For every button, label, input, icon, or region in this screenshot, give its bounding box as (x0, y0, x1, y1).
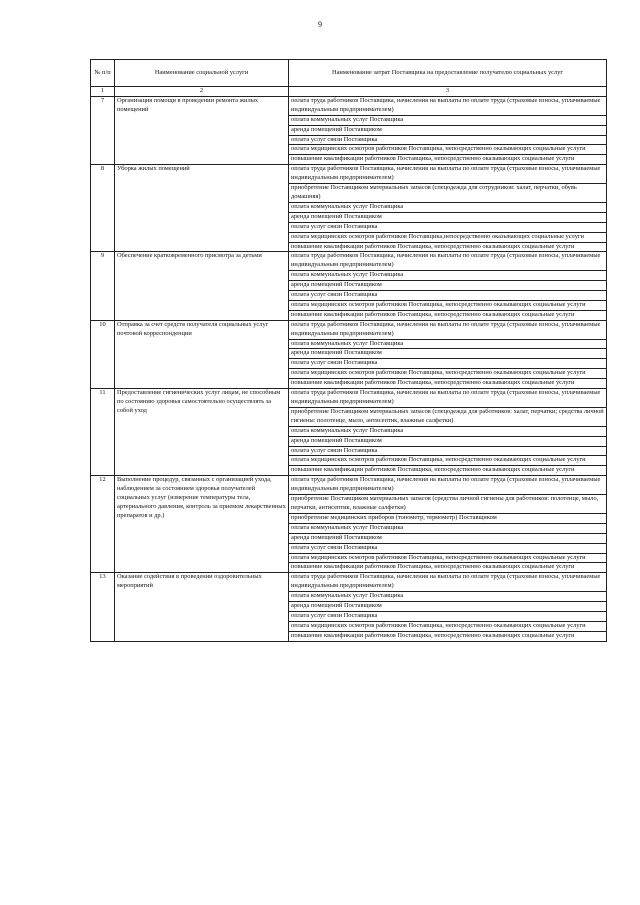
cost-item: приобретение Поставщиком материальных запасов (средства личной гигиены для работников: полотенце, мыло, перчатки, антисептик, влажные салфетки) (289, 495, 606, 514)
cost-item: оплата труда работников Поставщика, начисления на выплаты по оплате труда (страховые взносы, уплачиваемые индивидуальным предпринимателем) (289, 165, 606, 184)
cost-item: оплата медицинских осмотров работников Поставщика, непосредственно оказывающих социальные услуги (289, 622, 606, 632)
cost-item: повышение квалификации работников Поставщика, непосредственно оказывающих социальные услуги (291, 242, 575, 250)
cost-item: аренда помещений Поставщиком (289, 126, 606, 136)
cost-item: оплата труда работников Поставщика, начисления на выплаты по оплате труда (страховые взносы, уплачиваемые индивидуальным предпринимателем) (289, 476, 606, 495)
cost-item: оплата услуг связи Поставщика (289, 291, 606, 301)
service-name: Отправка за счет средств получателя социальных услуг почтовой корреспонденции (115, 320, 289, 388)
cost-item: оплата коммунальных услуг Поставщика (289, 427, 606, 437)
cost-item: приобретение Поставщиком материальных запасов (спецодежда для работников: халат, перчатки; средства личной гигиены: полотенце, мыло, антисептик, влажные салфетки) (289, 408, 606, 427)
cost-item: повышение квалификации работников Поставщика, непосредственно оказывающих социальные услуги (291, 563, 575, 571)
cost-item: оплата труда работников Поставщика, начисления на выплаты по оплате труда (страховые взносы, уплачиваемые индивидуальным предпринимателем) (289, 97, 606, 116)
cost-item: оплата услуг связи Поставщика (289, 136, 606, 146)
services-table (90, 59, 607, 642)
cost-item: аренда помещений Поставщиком (289, 437, 606, 447)
cost-item: оплата труда работников Поставщика, начисления на выплаты по оплате труда (страховые взносы, уплачиваемые индивидуальным предпринимателем) (289, 573, 606, 592)
table-row (91, 320, 607, 388)
cost-item: оплата коммунальных услуг Поставщика (289, 340, 606, 350)
table-row (91, 389, 607, 476)
row-number: 7 (91, 96, 115, 164)
cost-item: аренда помещений Поставщиком (289, 602, 606, 612)
table-header-row (91, 60, 607, 87)
table-row (91, 573, 607, 641)
cost-item: оплата коммунальных услуг Поставщика (289, 524, 606, 534)
column-index-2: 2 (115, 87, 289, 97)
table-row (91, 476, 607, 573)
cost-list (289, 320, 607, 388)
cost-item: оплата труда работников Поставщика, начисления на выплаты по оплате труда (страховые взносы, уплачиваемые индивидуальным предпринимателем) (289, 389, 606, 408)
cost-item: оплата медицинских осмотров работников Поставщика,непосредственно оказывающих социальные услуги (289, 233, 606, 243)
cost-list (289, 165, 607, 252)
table-body (91, 96, 607, 641)
cost-item: оплата услуг связи Поставщика (289, 223, 606, 233)
cost-item: повышение квалификации работников Поставщика, непосредственно оказывающих социальные услуги (291, 631, 575, 639)
cost-item: оплата медицинских осмотров работников Поставщика, непосредственно оказывающих социальные услуги (289, 301, 606, 311)
cost-item: оплата услуг связи Поставщика (289, 359, 606, 369)
cost-item: аренда помещений Поставщиком (289, 213, 606, 223)
cost-item: оплата коммунальных услуг Поставщика (289, 116, 606, 126)
cost-list (289, 476, 607, 573)
cost-item: оплата труда работников Поставщика, начисления на выплаты по оплате труда (страховые взносы, уплачиваемые индивидуальным предпринимателем) (289, 252, 606, 271)
service-name: Обеспечение кратковременного присмотра за детьми (115, 252, 289, 320)
column-header-service: Наименование социальной услуги (115, 60, 289, 87)
cost-list (289, 252, 607, 320)
cost-item: аренда помещений Поставщиком (289, 281, 606, 291)
cost-item: оплата медицинских осмотров работников Поставщика, непосредственно оказывающих социальные услуги (289, 369, 606, 379)
cost-item: оплата труда работников Поставщика, начисления на выплаты по оплате труда (страховые взносы, уплачиваемые индивидуальным предпринимателем) (289, 321, 606, 340)
cost-item: оплата медицинских осмотров работников Поставщика, непосредственно оказывающих социальные услуги (289, 456, 606, 466)
row-number: 10 (91, 320, 115, 388)
cost-list (289, 573, 607, 641)
service-name: Оказание содействия в проведении оздоровительных мероприятий (115, 573, 289, 641)
cost-item: оплата медицинских осмотров работников Поставщика, непосредственно оказывающих социальные услуги (289, 554, 606, 564)
column-index-row (91, 87, 607, 97)
row-number: 8 (91, 165, 115, 252)
cost-item: оплата коммунальных услуг Поставщика (289, 592, 606, 602)
cost-item: оплата услуг связи Поставщика (289, 447, 606, 457)
cost-item: оплата коммунальных услуг Поставщика (289, 203, 606, 213)
row-number: 13 (91, 573, 115, 641)
column-index-3: 3 (289, 87, 607, 97)
table-row (91, 165, 607, 252)
cost-list (289, 389, 607, 476)
cost-item: повышение квалификации работников Поставщика, непосредственно оказывающих социальные услуги (291, 379, 575, 387)
service-name: Предоставление гигиенических услуг лицам, не способным по состоянию здоровья самостоятельно осуществлять за собой уход (115, 389, 289, 476)
service-name: Организация помощи в проведении ремонта жилых помещений (115, 96, 289, 164)
cost-item: повышение квалификации работников Поставщика, непосредственно оказывающих социальные услуги (291, 155, 575, 163)
cost-item: оплата коммунальных услуг Поставщика (289, 271, 606, 281)
row-number: 9 (91, 252, 115, 320)
cost-item: оплата медицинских осмотров работников Поставщика, непосредственно оказывающих социальные услуги (289, 145, 606, 155)
cost-item: оплата услуг связи Поставщика (289, 612, 606, 622)
cost-list (289, 96, 607, 164)
column-header-number: № п/п (91, 60, 115, 87)
cost-item: приобретение Поставщиком материальных запасов (спецодежда для сотрудников: халат, перчатки, обувь домашняя) (289, 184, 606, 203)
table-row (91, 252, 607, 320)
row-number: 12 (91, 476, 115, 573)
cost-item: приобретение медицинских приборов (тонометр, термометр) Поставщиком (289, 514, 606, 524)
service-name: Уборка жилых помещений (115, 165, 289, 252)
table-row (91, 96, 607, 164)
page-number: 9 (318, 20, 322, 29)
row-number: 11 (91, 389, 115, 476)
service-name: Выполнение процедур, связанных с организацией ухода, наблюдением за состоянием здоровья получателей социальных услуг (измерение температуры тела, артериального давления, контроль за приемом лекарственных препаратов и др.) (115, 476, 289, 573)
cost-item: аренда помещений Поставщиком (289, 349, 606, 359)
cost-item: повышение квалификации работников Поставщика, непосредственно оказывающих социальные услуги (291, 310, 575, 318)
column-header-costs: Наименование затрат Поставщика на предоставление получателю социальных услуг (289, 60, 607, 87)
column-index-1: 1 (91, 87, 115, 97)
cost-item: повышение квалификации работников Поставщика, непосредственно оказывающих социальные услуги (291, 466, 575, 474)
cost-item: аренда помещений Поставщиком (289, 534, 606, 544)
cost-item: оплата услуг связи Поставщика (289, 544, 606, 554)
